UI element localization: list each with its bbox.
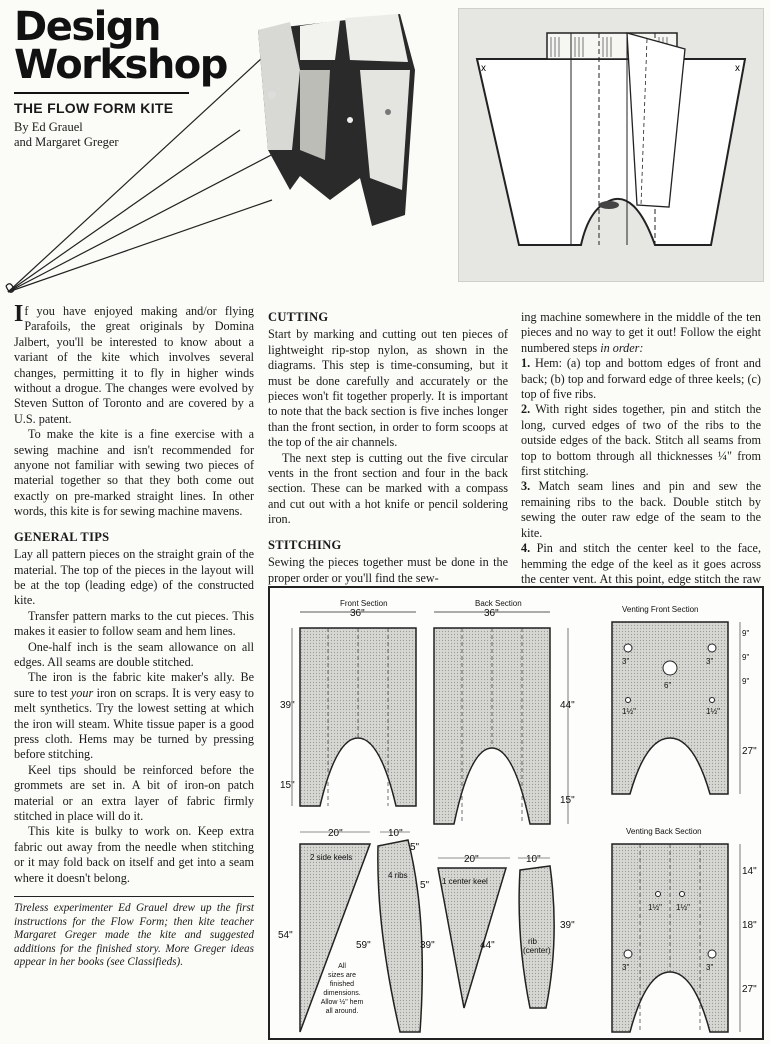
- tip-iron: The iron is the fabric kite maker's ally. Be sure to test your iron on scraps. It is very easy to melt synthetics. Try the lowest setting at which the iron will steam. White tissue paper is a good press cloth. Hems may be turned by pressing before stitching.: [14, 670, 254, 762]
- note-line-1: All: [338, 963, 346, 970]
- intro-paragraph: [14, 301, 254, 427]
- back-width: 36": [484, 608, 499, 619]
- step-3: 3. Match seam lines and pin and sew the remaining ribs to the back. Double stitch by sewing the outer raw edge of the seam to the kite.: [521, 479, 761, 540]
- corner-mark-left: x: [481, 63, 486, 74]
- column-1: [14, 301, 254, 970]
- front-vent-3-right: 3": [706, 657, 714, 666]
- pattern-drawing: [270, 588, 762, 1038]
- label-front-section: Front Section: [340, 599, 388, 608]
- front-vent-spacing-2: 9": [742, 653, 750, 662]
- assembled-kite-diagram: [458, 8, 764, 282]
- paragraph-cutting-2: The next step is cutting out the five circular vents in the front section and four in the back section. These can be marked with a compass and cut out with a hot knife or pencil soldering iron.: [268, 450, 508, 527]
- intro-text: f you have enjoyed making and/or flying Parafoils, the great originals by Domina Jalbert, you'll be interested to know about a variant of the kite which involves several changes, permitting it to fly in higher winds without a drogue. The changes were evolved by Steven Sutton of Toronto and are covered by a U.S. patent.: [14, 304, 254, 426]
- step-1: 1. Hem: (a) top and bottom edges of front and back; (b) top and forward edge of three keels; (c) top of five ribs.: [521, 356, 761, 402]
- heading-general-tips: GENERAL TIPS: [14, 529, 110, 544]
- tip-pattern-marks: Transfer pattern marks to the cut pieces. This makes it easier to follow seam and hem lines.: [14, 608, 254, 639]
- front-height-15: 15": [280, 780, 295, 791]
- front-vent-spacing-3: 9": [742, 677, 750, 686]
- byline-author-2: and Margaret Greger: [14, 135, 119, 149]
- rib-piece: [378, 840, 422, 1032]
- label-ribs: 4 ribs: [388, 871, 408, 880]
- masthead-line-2: Workshop: [14, 42, 227, 88]
- center-keel-piece: [438, 868, 506, 1008]
- center-rib-height: 39": [560, 920, 575, 931]
- tip-keel: Keel tips should be reinforced before the grommets are set in. A bit of iron-on patch material or an extra layer of fabric firmly stitched in place will do it.: [14, 762, 254, 823]
- byline-author-1: By Ed Grauel: [14, 120, 83, 134]
- front-vent-3-left: 3": [622, 657, 630, 666]
- masthead-line-1: Design: [14, 4, 160, 50]
- label-back-section: Back Section: [475, 599, 522, 608]
- kite-illustration: [6, 14, 415, 292]
- front-height-39: 39": [280, 700, 295, 711]
- corner-mark-right: x: [735, 63, 740, 74]
- label-rib-center-2: (center): [523, 946, 551, 955]
- tip-grain: Lay all pattern pieces on the straight grain of the material. The top of the pieces in the layout will be at the top (leading edge) of the constructed kite.: [14, 547, 254, 608]
- drop-cap: I: [14, 301, 24, 327]
- center-keel-height-44: 44": [480, 940, 495, 951]
- rib-depth: 5": [410, 842, 420, 853]
- center-rib-width: 10": [526, 854, 541, 865]
- article-title: THE FLOW FORM KITE: [14, 100, 174, 116]
- rib-height: 59": [356, 940, 371, 951]
- paragraph-steps-intro: ing machine somewhere in the middle of the ten pieces and no way to get it out! Follow the eight numbered steps in order:: [521, 310, 761, 355]
- back-height-15: 15": [560, 795, 575, 806]
- rib-width: 10": [388, 828, 403, 839]
- tip-seam-allowance: One-half inch is the seam allowance on all edges. All seams are double stitched.: [14, 639, 254, 669]
- label-venting-front: Venting Front Section: [622, 605, 699, 614]
- center-keel-width: 20": [464, 854, 479, 865]
- back-vent-height-18: 18": [742, 920, 757, 931]
- column-2: [268, 310, 508, 586]
- back-vent-3-right: 3": [706, 963, 714, 972]
- column-3: [521, 310, 761, 603]
- step-2: 2. With right sides together, pin and stitch the long, curved edges of two of the ribs to the outside edges of the back. Stitch all seams from top to bottom through all thicknesses ¼" from first stitching.: [521, 402, 761, 479]
- paragraph-cutting-1: Start by marking and cutting out ten pieces of lightweight rip-stop nylon, as shown in the diagrams. This step is time-consuming, but it must be done carefully and accurately or the pieces won't fit together properly. It is important to note that the back section is five inches longer than the front section, in order to form scoops at the top of the air channels.: [268, 327, 508, 450]
- front-vent-height-27: 27": [742, 746, 757, 757]
- note-line-5: Allow ½" hem: [320, 999, 364, 1006]
- center-keel-depth: 5": [420, 880, 430, 891]
- center-keel-height-39: 39": [420, 940, 435, 951]
- front-vent-spacing-1: 9": [742, 629, 750, 638]
- step-4: 4. Pin and stitch the center keel to the face, hemming the edge of the keel as it goes across the center vent. At this point, edge stitch the raw: [521, 541, 761, 586]
- paragraph-stitching-1: Sewing the pieces together must be done in the proper order or you'll find the sew-: [268, 555, 508, 585]
- note-line-2: sizes are: [327, 972, 357, 979]
- front-section-piece: [300, 628, 416, 806]
- back-vent-3-left: 3": [622, 963, 630, 972]
- front-vent-15-right: 1½": [706, 707, 720, 716]
- side-keel-height: 54": [278, 930, 293, 941]
- back-vent-15-left: 1½": [648, 903, 662, 912]
- tip-bulky: This kite is bulky to work on. Keep extra fabric out away from the needle when stitching or it may fold back on itself and get into a seam where it doesn't belong.: [14, 824, 254, 885]
- label-venting-back: Venting Back Section: [626, 827, 702, 836]
- back-vent-height-27: 27": [742, 984, 757, 995]
- back-vent-15-right: 1½": [676, 903, 690, 912]
- label-center-keel: 1 center keel: [442, 877, 488, 886]
- label-rib-center-1: rib: [528, 937, 537, 946]
- side-keel-width: 20": [328, 828, 343, 839]
- author-credits: Tireless experimenter Ed Grauel drew up the first instructions for the Flow Form; then kite teacher Margaret Greger made the kite and suggested additions for the finished story. More Greger ideas appear in her books (see Classifieds).: [14, 896, 254, 970]
- kite-photo: [0, 0, 450, 300]
- paragraph-sewing: To make the kite is a fine exercise with a sewing machine and isn't recommended for anyone not familiar with sewing two pieces of material together so that they both come out exactly on pre-marked straight lines. In other words, this kite is for sewing machine mavens.: [14, 427, 254, 519]
- back-height-44: 44": [560, 700, 575, 711]
- label-side-keels: 2 side keels: [310, 853, 353, 862]
- front-width: 36": [350, 608, 365, 619]
- note-line-6: all around.: [325, 1008, 359, 1015]
- front-vent-6: 6": [664, 681, 672, 690]
- note-line-4: dimensions.: [323, 990, 361, 997]
- heading-cutting: CUTTING: [268, 310, 329, 324]
- pattern-diagram: [268, 586, 764, 1040]
- note-line-3: finished: [329, 981, 355, 988]
- front-vent-15-left: 1½": [622, 707, 636, 716]
- back-vent-height-14: 14": [742, 866, 757, 877]
- assembled-kite-drawing: [459, 9, 763, 281]
- heading-stitching: STITCHING: [268, 537, 342, 552]
